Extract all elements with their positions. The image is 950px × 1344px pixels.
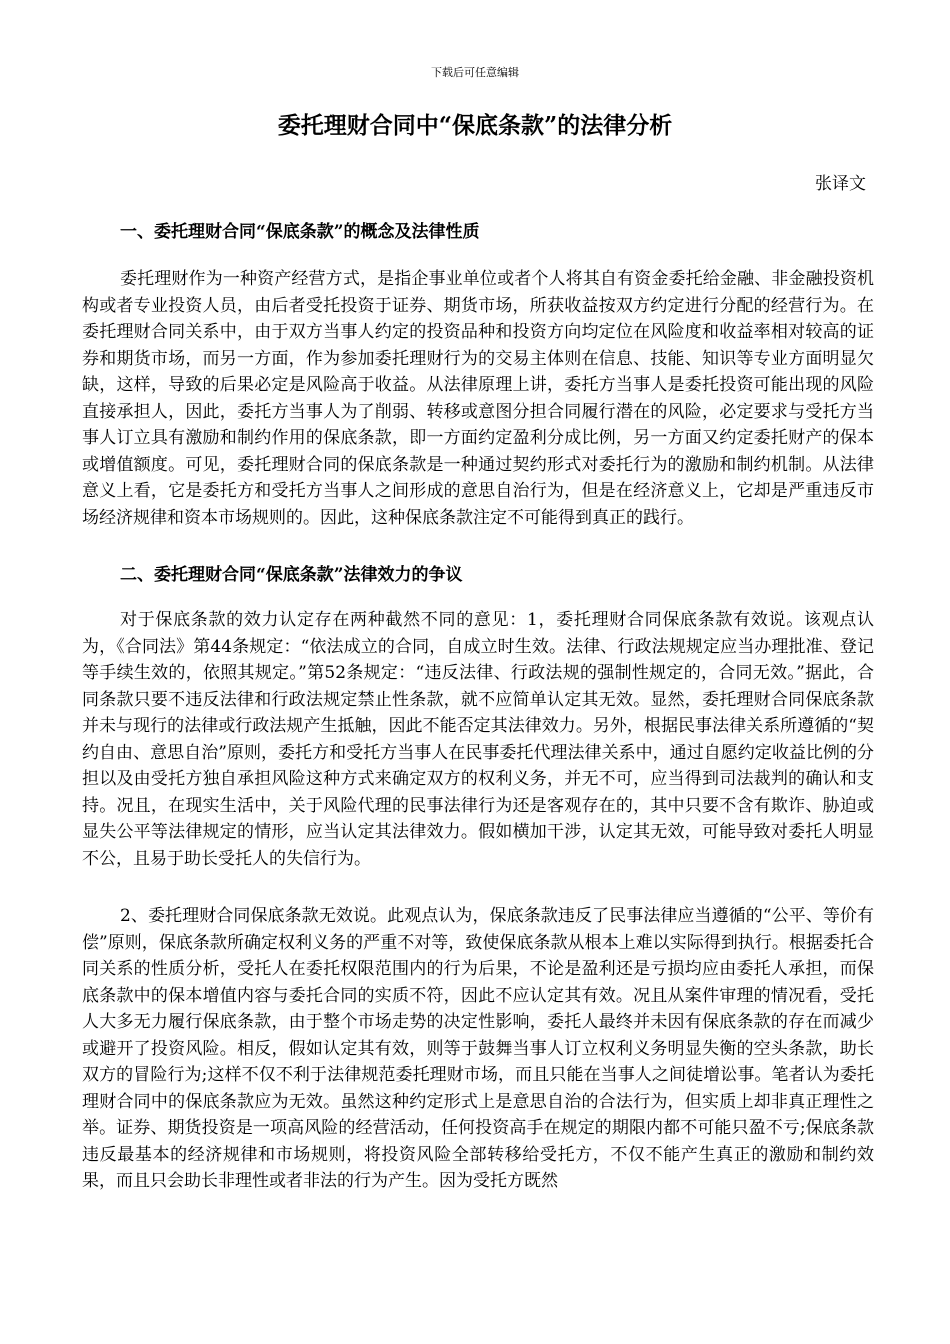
paragraph: 委托理财作为一种资产经营方式，是指企事业单位或者个人将其自有资金委托给金融、非金融投资机构或者专业投资人员，由后者受托投资于证券、期货市场，所获收益按双方约定进行分配的经营行为。在委托理财合同关系中，由于双方当事人约定的投资品种和投资方向均定位在风险度和收益率相对较高的证券和期货市场，而另一方面，作为参加委托理财行为的交易主体则在信息、技能、知识等专业方面明显欠缺，这样，导致的后果必定是风险高于收益。从法律原理上讲，委托方当事人是委托投资可能出现的风险直接承担人，因此，委托方当事人为了削弱、转移或意图分担合同履行潜在的风险，必定要求与受托方当事人订立具有激励和制约作用的保底条款，即一方面约定盈利分成比例，另一方面又约定委托财产的保本或增值额度。可见，委托理财合同的保底条款是一种通过契约形式对委托行为的激励和制约机制。从法律意义上看，它是委托方和受托方当事人之间形成的意思自治行为，但是在经济意义上，它却是严重违反市场经济规律和资本市场规则的。因此，这种保底条款注定不可能得到真正的践行。	[82, 269, 874, 528]
section-heading-1: 一、委托理财合同“保底条款”的概念及法律性质	[120, 222, 480, 242]
header-note: 下载后可任意编辑	[431, 66, 519, 79]
paragraph: 2、委托理财合同保底条款无效说。此观点认为，保底条款违反了民事法律应当遵循的“公平、等价有偿”原则，保底条款所确定权利义务的严重不对等，致使保底条款从根本上难以实际得到执行。根据委托合同关系的性质分析，受托人在委托权限范围内的行为后果，不论是盈利还是亏损均应由委托人承担，而保底条款中的保本增值内容与委托合同的实质不符，因此不应认定其有效。况且从案件审理的情况看，受托人大多无力履行保底条款，由于整个市场走势的决定性影响，委托人最终并未因有保底条款的存在而减少或避开了投资风险。相反，假如认定其有效，则等于鼓舞当事人订立权利义务明显失衡的空头条款，助长双方的冒险行为;这样不仅不利于法律规范委托理财市场，而且只能在当事人之间徒增讼事。笔者认为委托理财合同中的保底条款应为无效。虽然这种约定形式上是意思自治的合法行为，但实质上却非真正理性之举。证券、期货投资是一项高风险的经营活动，任何投资高手在规定的期限内都不可能只盈不亏;保底条款违反最基本的经济规律和市场规则，将投资风险全部转移给受托方，不仅不能产生真正的激励和制约效果，而且只会助长非理性或者非法的行为产生。因为受托方既然	[82, 906, 874, 1191]
document-title: 委托理财合同中“保底条款”的法律分析	[277, 112, 673, 139]
author-name: 张译文	[815, 174, 866, 194]
paragraph: 对于保底条款的效力认定存在两种截然不同的意见：1，委托理财合同保底条款有效说。该观点认为，《合同法》第44条规定：“依法成立的合同，自成立时生效。法律、行政法规规定应当办理批准、登记等手续生效的，依照其规定。”第52条规定：“违反法律、行政法规的强制性规定的，合同无效。”据此，合同条款只要不违反法律和行政法规定禁止性条款，就不应简单认定其无效。显然，委托理财合同保底条款并未与现行的法律或行政法规产生抵触，因此不能否定其法律效力。另外，根据民事法律关系所遵循的“契约自由、意思自治”原则，委托方和受托方当事人在民事委托代理法律关系中，通过自愿约定收益比例的分担以及由受托方独自承担风险这种方式来确定双方的权利义务，并无不可，应当得到司法裁判的确认和支持。况且，在现实生活中，关于风险代理的民事法律行为还是客观存在的，其中只要不含有欺诈、胁迫或显失公平等法律规定的情形，应当认定其法律效力。假如横加干涉，认定其无效，可能导致对委托人明显不公，且易于助长受托人的失信行为。	[82, 610, 874, 869]
section-heading-2: 二、委托理财合同“保底条款”法律效力的争议	[120, 565, 463, 585]
